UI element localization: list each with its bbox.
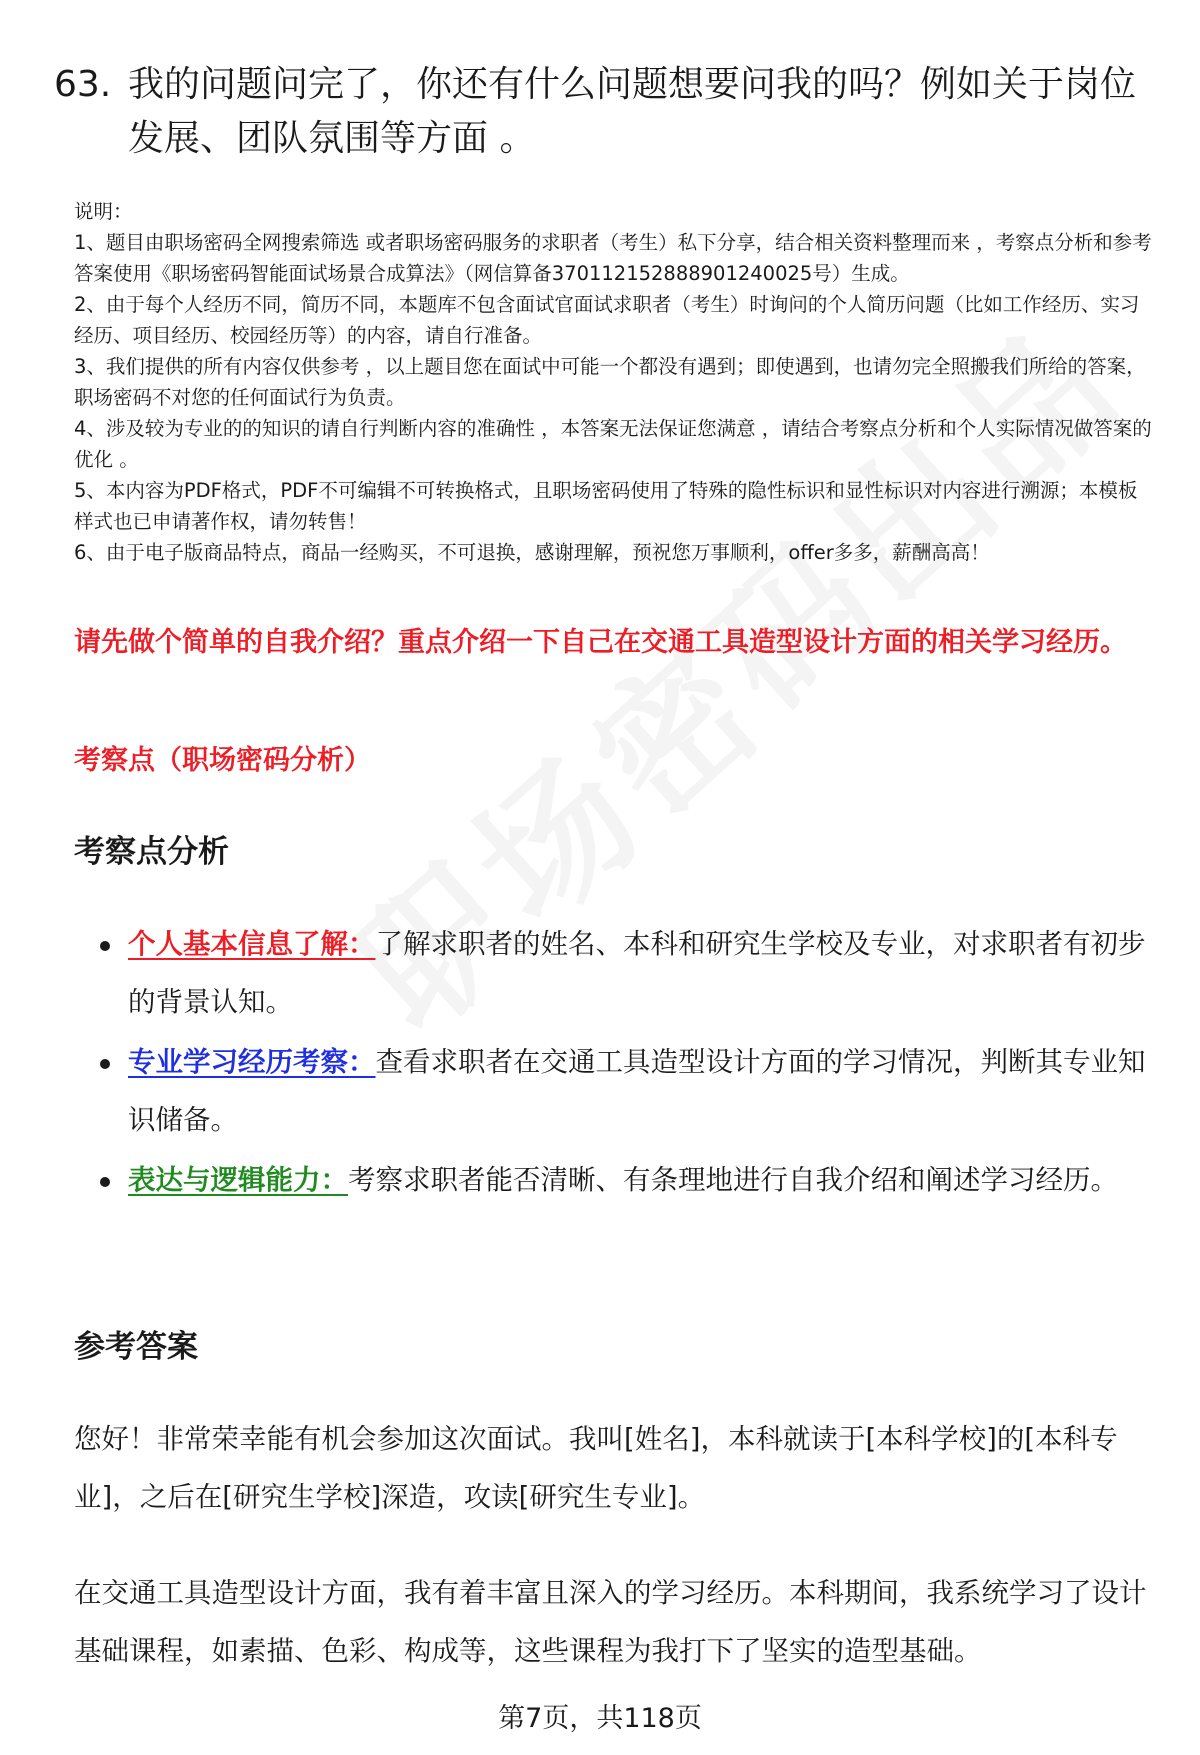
answer-paragraph: 在交通工具造型设计方面，我有着丰富且深入的学习经历。本科期间，我系统学习了设计基础课程，如素描、色彩、构成等，这些课程为我打下了坚实的造型基础。 xyxy=(74,1577,1147,1667)
bullet-dot-icon xyxy=(100,941,110,951)
answer-heading: 参考答案 xyxy=(74,1329,198,1365)
analysis-item xyxy=(74,1151,1154,1209)
analysis-keyword: 个人基本信息了解： xyxy=(128,928,376,960)
note-item: 3、我们提供的所有内容仅供参考 ，以上题目您在面试中可能一个都没有遇到；即使遇到，也请勿完全照搬我们所给的答案，职场密码不对您的任何面试行为负责。 xyxy=(74,355,1146,409)
bullet-dot-icon xyxy=(100,1059,110,1069)
bullet-dot-icon xyxy=(100,1177,110,1187)
analysis-list xyxy=(74,915,1154,1211)
analysis-keyword: 表达与逻辑能力： xyxy=(128,1164,348,1196)
analysis-item xyxy=(74,915,1154,1031)
analysis-text: 考察求职者能否清晰、有条理地进行自我介绍和阐述学习经历。 xyxy=(348,1164,1118,1196)
note-item: 4、涉及较为专业的的知识的请自行判断内容的准确性 ，本答案无法保证您满意 ，请结合考察点分析和个人实际情况做答案的优化 。 xyxy=(74,417,1152,471)
note-item: 2、由于每个人经历不同，简历不同，本题库不包含面试官面试求职者（考生）时询问的个人简历问题（比如工作经历、实习经历、项目经历、校园经历等）的内容，请自行准备。 xyxy=(74,293,1140,347)
analysis-item xyxy=(74,1033,1154,1149)
notes-heading: 说明： xyxy=(74,200,133,223)
question-text: 我的问题问完了，你还有什么问题想要问我的吗？例如关于岗位发展、团队氛围等方面 。 xyxy=(128,64,1137,159)
analysis-heading: 考察点分析 xyxy=(74,834,229,870)
analysis-text: 了解求职者的姓名、本科和研究生学校及专业，对求职者有初步的背景认知。 xyxy=(128,928,1146,1018)
answer-paragraph: 您好！非常荣幸能有机会参加这次面试。我叫[姓名]，本科就读于[本科学校]的[本科专业]，之后在[研究生学校]深造，攻读[研究生专业]。 xyxy=(74,1423,1118,1513)
analysis-text: 查看求职者在交通工具造型设计方面的学习情况，判断其专业知识储备。 xyxy=(128,1046,1146,1136)
analysis-keyword: 专业学习经历考察： xyxy=(128,1046,376,1078)
note-item: 6、由于电子版商品特点，商品一经购买，不可退换，感谢理解，预祝您万事顺利，offer多多，薪酬高高！ xyxy=(74,541,990,564)
kaochadian-label: 考察点（职场密码分析） xyxy=(74,745,371,776)
notes-section xyxy=(74,196,1154,568)
note-item: 1、题目由职场密码全网搜索筛选 或者职场密码服务的求职者（考生）私下分享，结合相关资料整理而来 ，考察点分析和参考答案使用《职场密码智能面试场景合成算法》（网信算备370112152888901240025号）生成。 xyxy=(74,231,1152,285)
interview-question: 请先做个简单的自我介绍？重点介绍一下自己在交通工具造型设计方面的相关学习经历。 xyxy=(74,627,1127,658)
question-title xyxy=(54,58,1154,166)
note-item: 5、本内容为PDF格式，PDF不可编辑不可转换格式，且职场密码使用了特殊的隐性标识和显性标识对内容进行溯源；本模板样式也已申请著作权，请勿转售！ xyxy=(74,479,1138,533)
question-number: 63. xyxy=(54,64,112,105)
page-footer: 第7页，共118页 xyxy=(498,1703,702,1734)
